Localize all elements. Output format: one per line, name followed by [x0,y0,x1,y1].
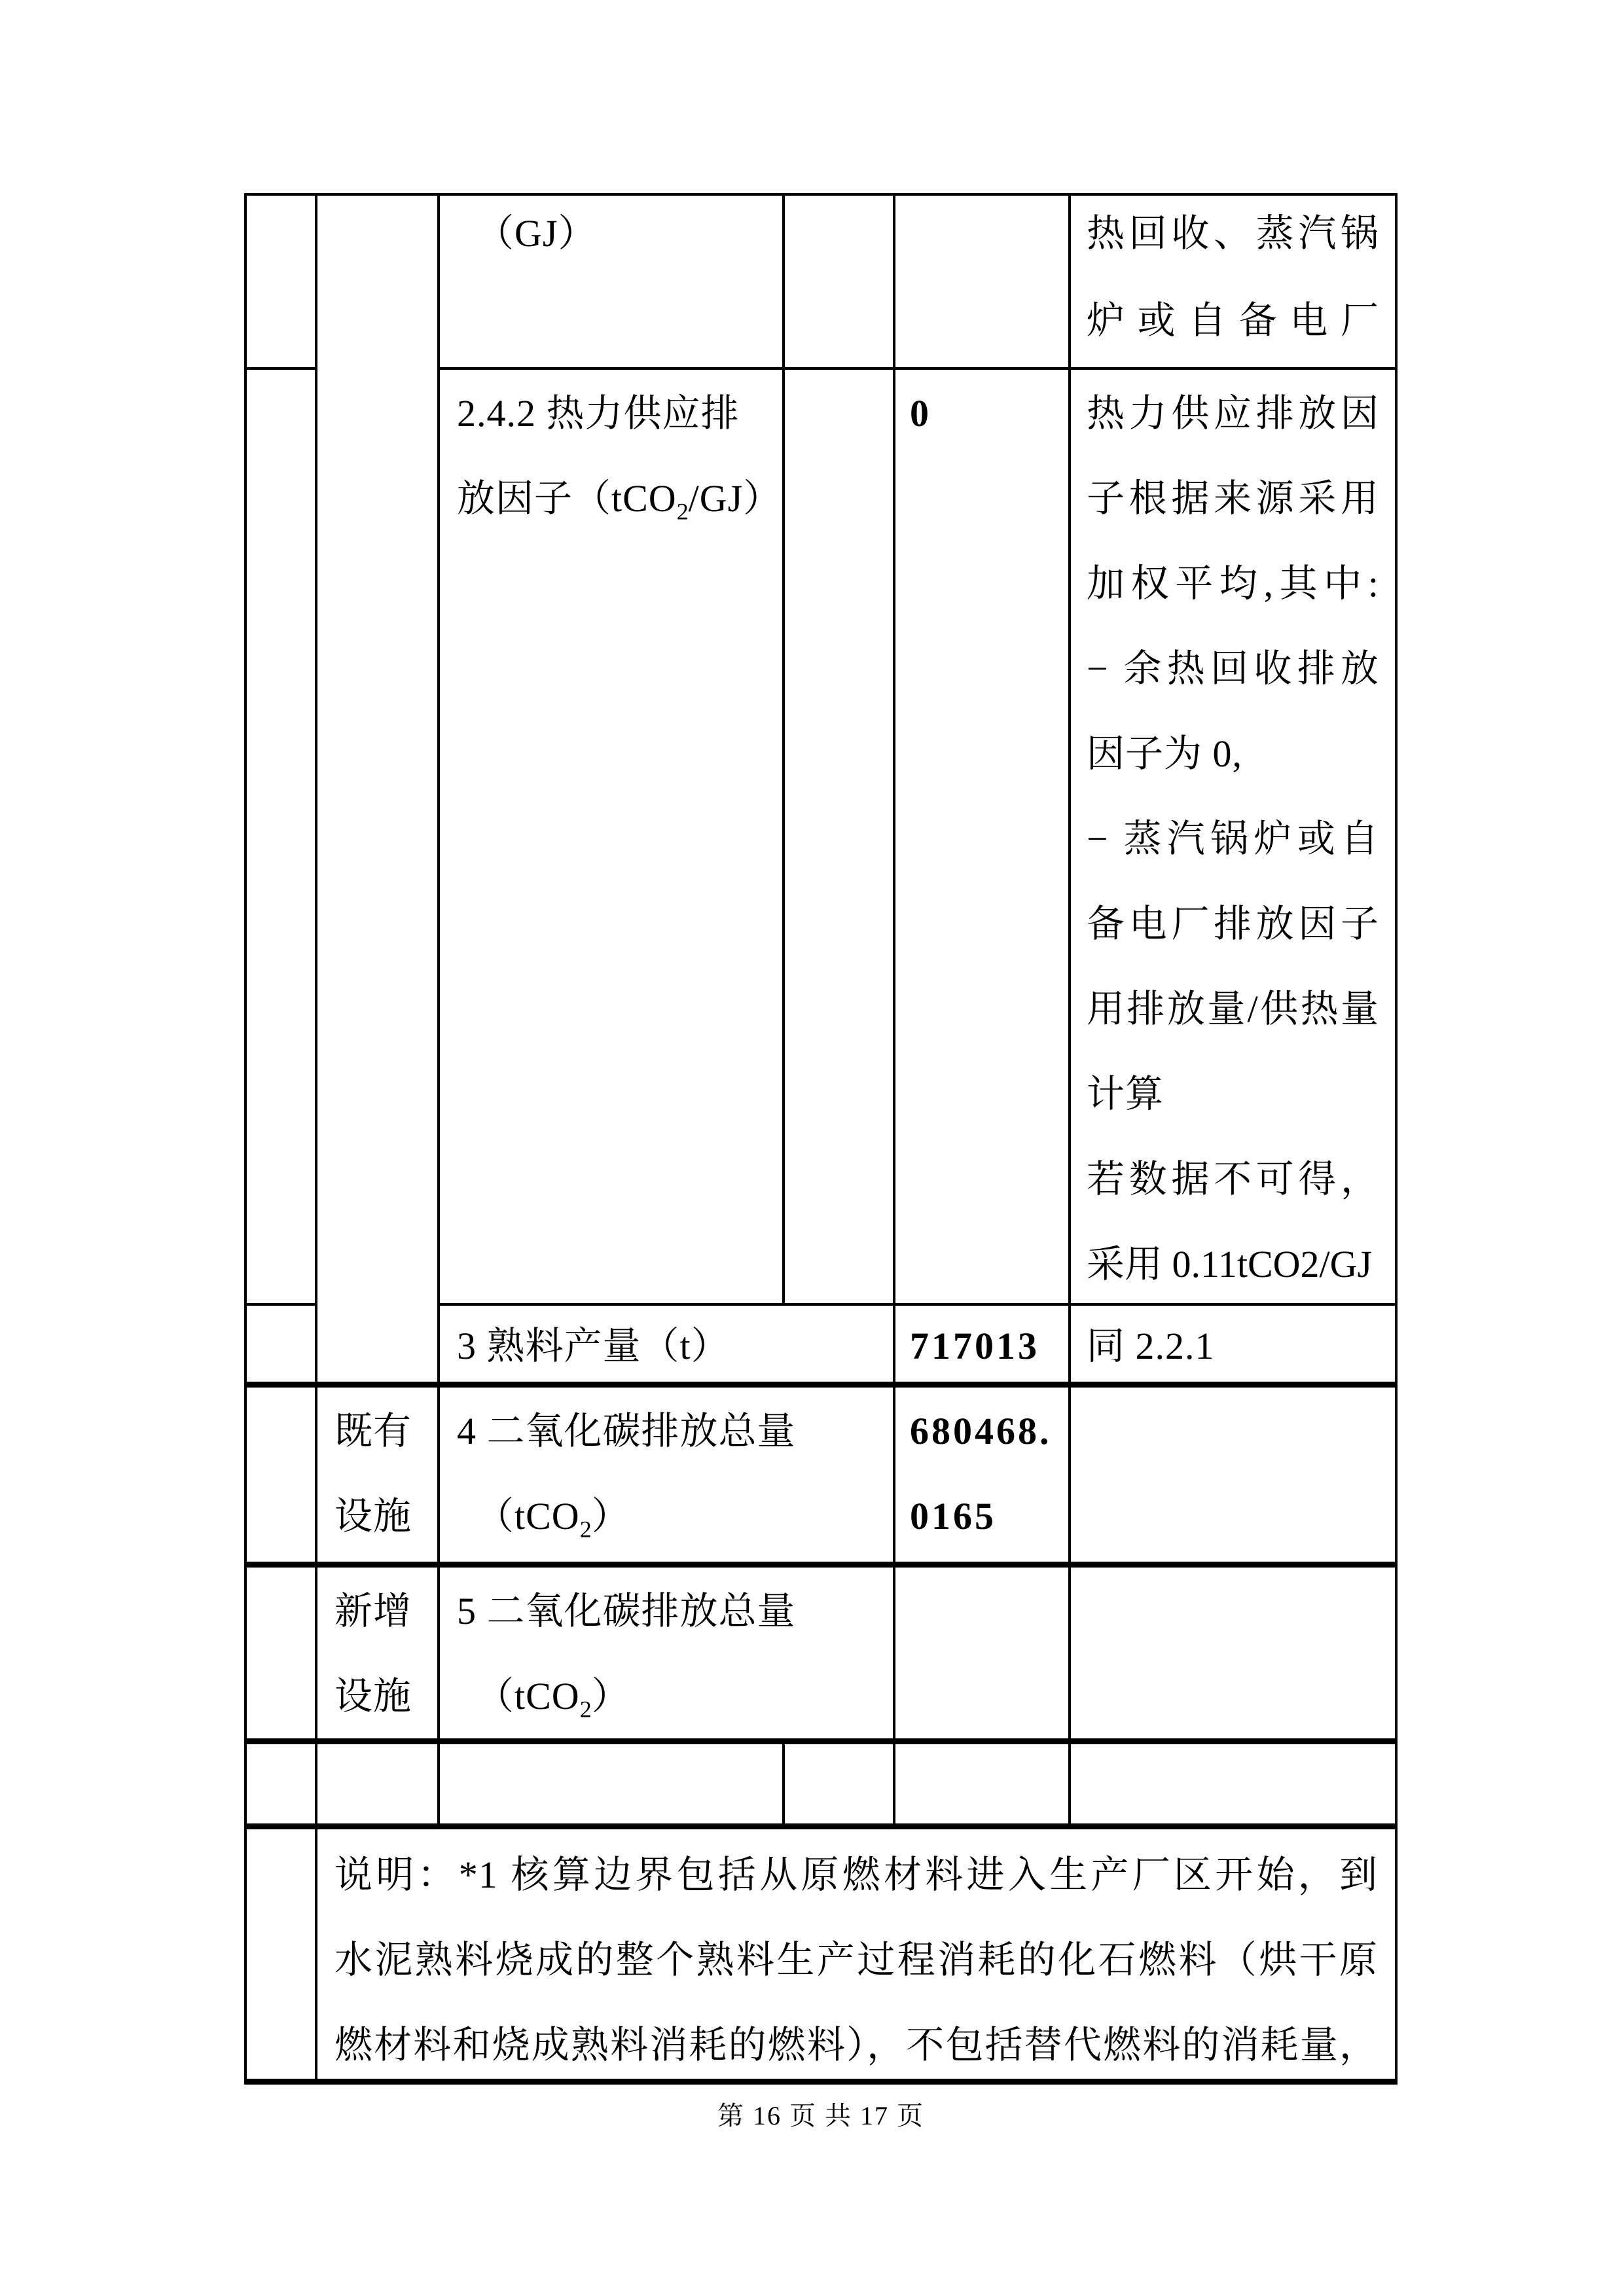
label-text: ） [591,1495,630,1537]
cell-heat-factor-note-line: 若数据不可得， [1087,1158,1379,1200]
cell-new-group-line1: 新增 [334,1590,412,1632]
cell-existing-value-line2: 0165 [910,1495,996,1537]
cell-existing-label-line2 [476,1495,630,1543]
cell-heat-factor-note-line: 采用 0.11tCO2/GJ [1087,1243,1373,1285]
cell-clinker-value: 717013 [910,1325,1039,1367]
cell-new-group-line2: 设施 [334,1675,412,1717]
cell-heat-factor-value: 0 [910,392,931,435]
table-border-col3-upper [782,193,785,1306]
cell-existing-label-line1: 4 二氧化碳排放总量 [457,1410,796,1452]
table-border-right [1395,193,1398,2085]
cell-heat-factor-note-line: − 余热回收排放 [1087,647,1379,690]
cell-remark-line3: 燃材料和烧成熟料消耗的燃料），不包括替代燃料的消耗量， [334,2024,1378,2066]
table-border-rowD [245,1562,1396,1568]
cell-heat-factor-note-line: 子根据来源采用 [1087,477,1379,520]
page-footer: 第 16 页 共 17 页 [717,2101,924,2130]
cell-new-label-line1: 5 二氧化碳排放总量 [457,1590,796,1632]
subscript-2: 2 [579,1516,592,1543]
cell-heat-factor-label-line2 [457,477,782,525]
label-text: （tCO [476,1675,580,1717]
cell-new-label-line2 [476,1675,630,1723]
cell-heat-factor-note-line: 计算 [1087,1073,1164,1115]
cell-existing-group-line2: 设施 [334,1495,412,1537]
cell-heat-factor-note-line: 加权平均,其中: [1087,562,1379,605]
table-border-top [245,193,1396,196]
table-border-rowC [245,1382,1396,1388]
cell-heat-factor-note-line: 用排放量/供热量 [1087,988,1379,1030]
table-border-rowA [439,367,1396,370]
cell-heat-factor-note-line: 热力供应排放因 [1087,392,1379,435]
table-border-rowE [245,1738,1396,1744]
cell-heat-factor-note-line: 备电厂排放因子 [1087,903,1379,945]
table-border-rowB-col1 [245,1303,316,1306]
cell-existing-value-line1: 680468. [910,1410,1052,1452]
table-border-rowA-col1 [245,367,316,370]
cell-remark-line1: 说明：*1 核算边界包括从原燃材料进入生产厂区开始，到 [334,1854,1378,1896]
subscript-2: 2 [579,1696,592,1723]
table-border-left [244,193,247,2085]
cell-heat-factor-note-line: 因子为 0, [1087,732,1243,775]
cell-existing-group-line1: 既有 [334,1410,412,1452]
table-border-col4 [893,193,895,1826]
table-border-rowB [439,1303,1396,1306]
cell-heat-factor-note-line: − 蒸汽锅炉或自 [1087,817,1379,860]
label-text: /GJ） [688,477,782,520]
subscript-2: 2 [676,498,689,525]
table-border-col2 [437,193,440,1826]
cell-heat-factor-label-line1: 2.4.2 热力供应排 [457,392,740,435]
cell-heat-unit-note-line1: 热回收、蒸汽锅 [1087,212,1379,255]
cell-clinker-label: 3 熟料产量（t） [457,1325,730,1367]
table-border-col1 [315,193,317,2085]
label-text: ） [591,1675,630,1717]
label-text: 放因子（tCO [457,477,677,520]
cell-clinker-note: 同 2.2.1 [1087,1325,1215,1367]
table-border-col5 [1068,193,1071,1826]
cell-heat-unit-note-line2: 炉或自备电厂 [1087,299,1379,342]
cell-heat-unit: （GJ） [476,212,597,255]
label-text: （tCO [476,1495,580,1537]
table-border-bottom [245,2079,1396,2085]
table-border-col3-lower [782,1738,785,1829]
table-border-rowF [245,1823,1396,1829]
cell-remark-line2: 水泥熟料烧成的整个熟料生产过程消耗的化石燃料（烘干原 [334,1939,1378,1981]
